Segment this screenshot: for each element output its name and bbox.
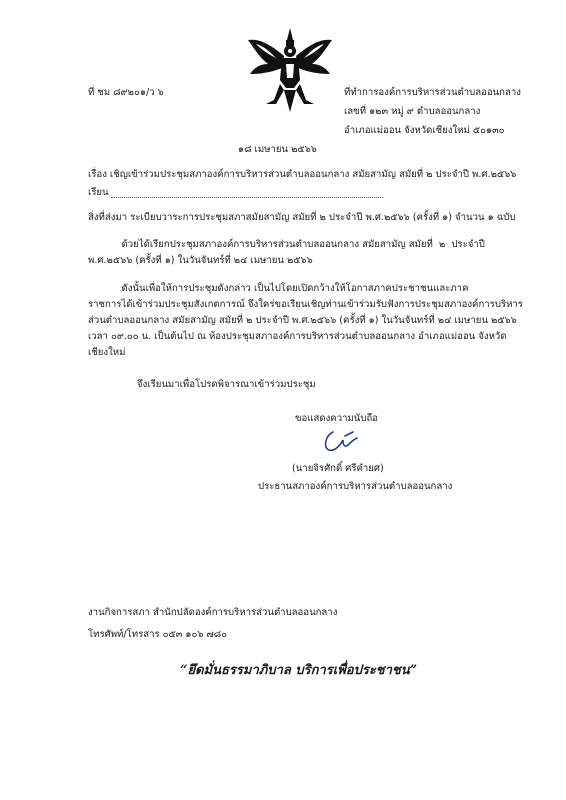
footer-phone: โทรศัพท์/โทรสาร ๐๕๓ ๑๐๖ ๗๘๐ bbox=[88, 629, 227, 640]
paragraph-line: พ.ศ.๒๕๖๖ (ครั้งที่ ๑) ในวันจันทร์ที่ ๒๔ เมษายน ๒๕๖๖ bbox=[88, 255, 313, 266]
recipient-label: เรียน bbox=[88, 187, 109, 198]
footer-department: งานกิจการสภา สำนักปลัดองค์การบริหารส่วนตำบลออนกลาง bbox=[88, 607, 338, 618]
paragraph-line: เชียงใหม่ bbox=[88, 347, 126, 358]
paragraph-line: ส่วนตำบลออนกลาง สมัยสามัญ สมัยที่ ๒ ประจำปี พ.ศ.๒๕๖๖ (ครั้งที่ ๑) ในวันจันทร์ที่ ๒๔ เมษายน ๒๕๖๖ bbox=[88, 315, 517, 326]
paragraph-line: ดังนั้นเพื่อให้การประชุมดังกล่าว เป็นไปโดยเปิดกว้างให้โอกาสภาคประชาชนและภาค bbox=[88, 283, 469, 294]
sender-address bbox=[344, 86, 521, 143]
body-paragraph-3: จึงเรียนมาเพื่อโปรดพิจารณาเข้าร่วมประชุม bbox=[137, 379, 316, 390]
reference-number: ที่ ชม ๘๙๒๐๑/ว ๖ bbox=[88, 87, 164, 98]
signer-title: ประธานสภาองค์การบริหารส่วนตำบลออนกลาง bbox=[258, 481, 453, 492]
address-line: เลขที่ ๑๒๓ หมู่ ๙ ตำบลออนกลาง bbox=[344, 106, 481, 117]
paragraph-line: ด้วยได้เรียกประชุมสภาองค์การบริหารส่วนตำบลออนกลาง สมัยสามัญ สมัยที่ ๒ ประจำปี bbox=[88, 239, 485, 250]
body-paragraph-2 bbox=[88, 282, 523, 362]
motto: “ยึดมั่นธรรมาภิบาล บริการเพื่อประชาชน” bbox=[180, 663, 418, 678]
signer-name: (นายจิรศักดิ์ ศรีคำยศ) bbox=[292, 463, 384, 474]
address-line: อำเภอแม่ออน จังหวัดเชียงใหม่ ๕๐๑๓๐ bbox=[344, 125, 505, 136]
recipient-dotted-line bbox=[111, 197, 383, 198]
closing-phrase: ขอแสดงความนับถือ bbox=[295, 413, 379, 424]
paragraph-line: ราชการได้เข้าร่วมประชุมสังเกตการณ์ จึงใคร่ขอเรียนเชิญท่านเข้าร่วมรับฟังการประชุมสภาองค์การบริหาร bbox=[88, 299, 523, 310]
enclosure-line: สิ่งที่ส่งมา ระเบียบวาระการประชุมสภาสมัยสามัญ สมัยที่ ๒ ประจำปี พ.ศ.๒๕๖๖ (ครั้งที่ ๑) จำนวน ๑ ฉบับ bbox=[88, 212, 516, 223]
body-paragraph-1 bbox=[88, 238, 488, 270]
signature-image bbox=[319, 426, 363, 456]
paragraph-line: เวลา ๐๙.๐๐ น. เป็นต้นไป ณ ห้องประชุมสภาองค์การบริหารส่วนตำบลออนกลาง อำเภอแม่ออน จังหวัด bbox=[88, 331, 507, 342]
garuda-emblem-icon bbox=[246, 28, 334, 114]
letter-date: ๑๘ เมษายน ๒๕๖๖ bbox=[238, 144, 317, 155]
address-line: ที่ทำการองค์การบริหารส่วนตำบลออนกลาง bbox=[344, 87, 521, 98]
subject-line: เรื่อง เชิญเข้าร่วมประชุมสภาองค์การบริหารส่วนตำบลออนกลาง สมัยสามัญ สมัยที่ ๒ ประจำปี พ.ศ.๒๕๖๖ bbox=[88, 169, 517, 180]
